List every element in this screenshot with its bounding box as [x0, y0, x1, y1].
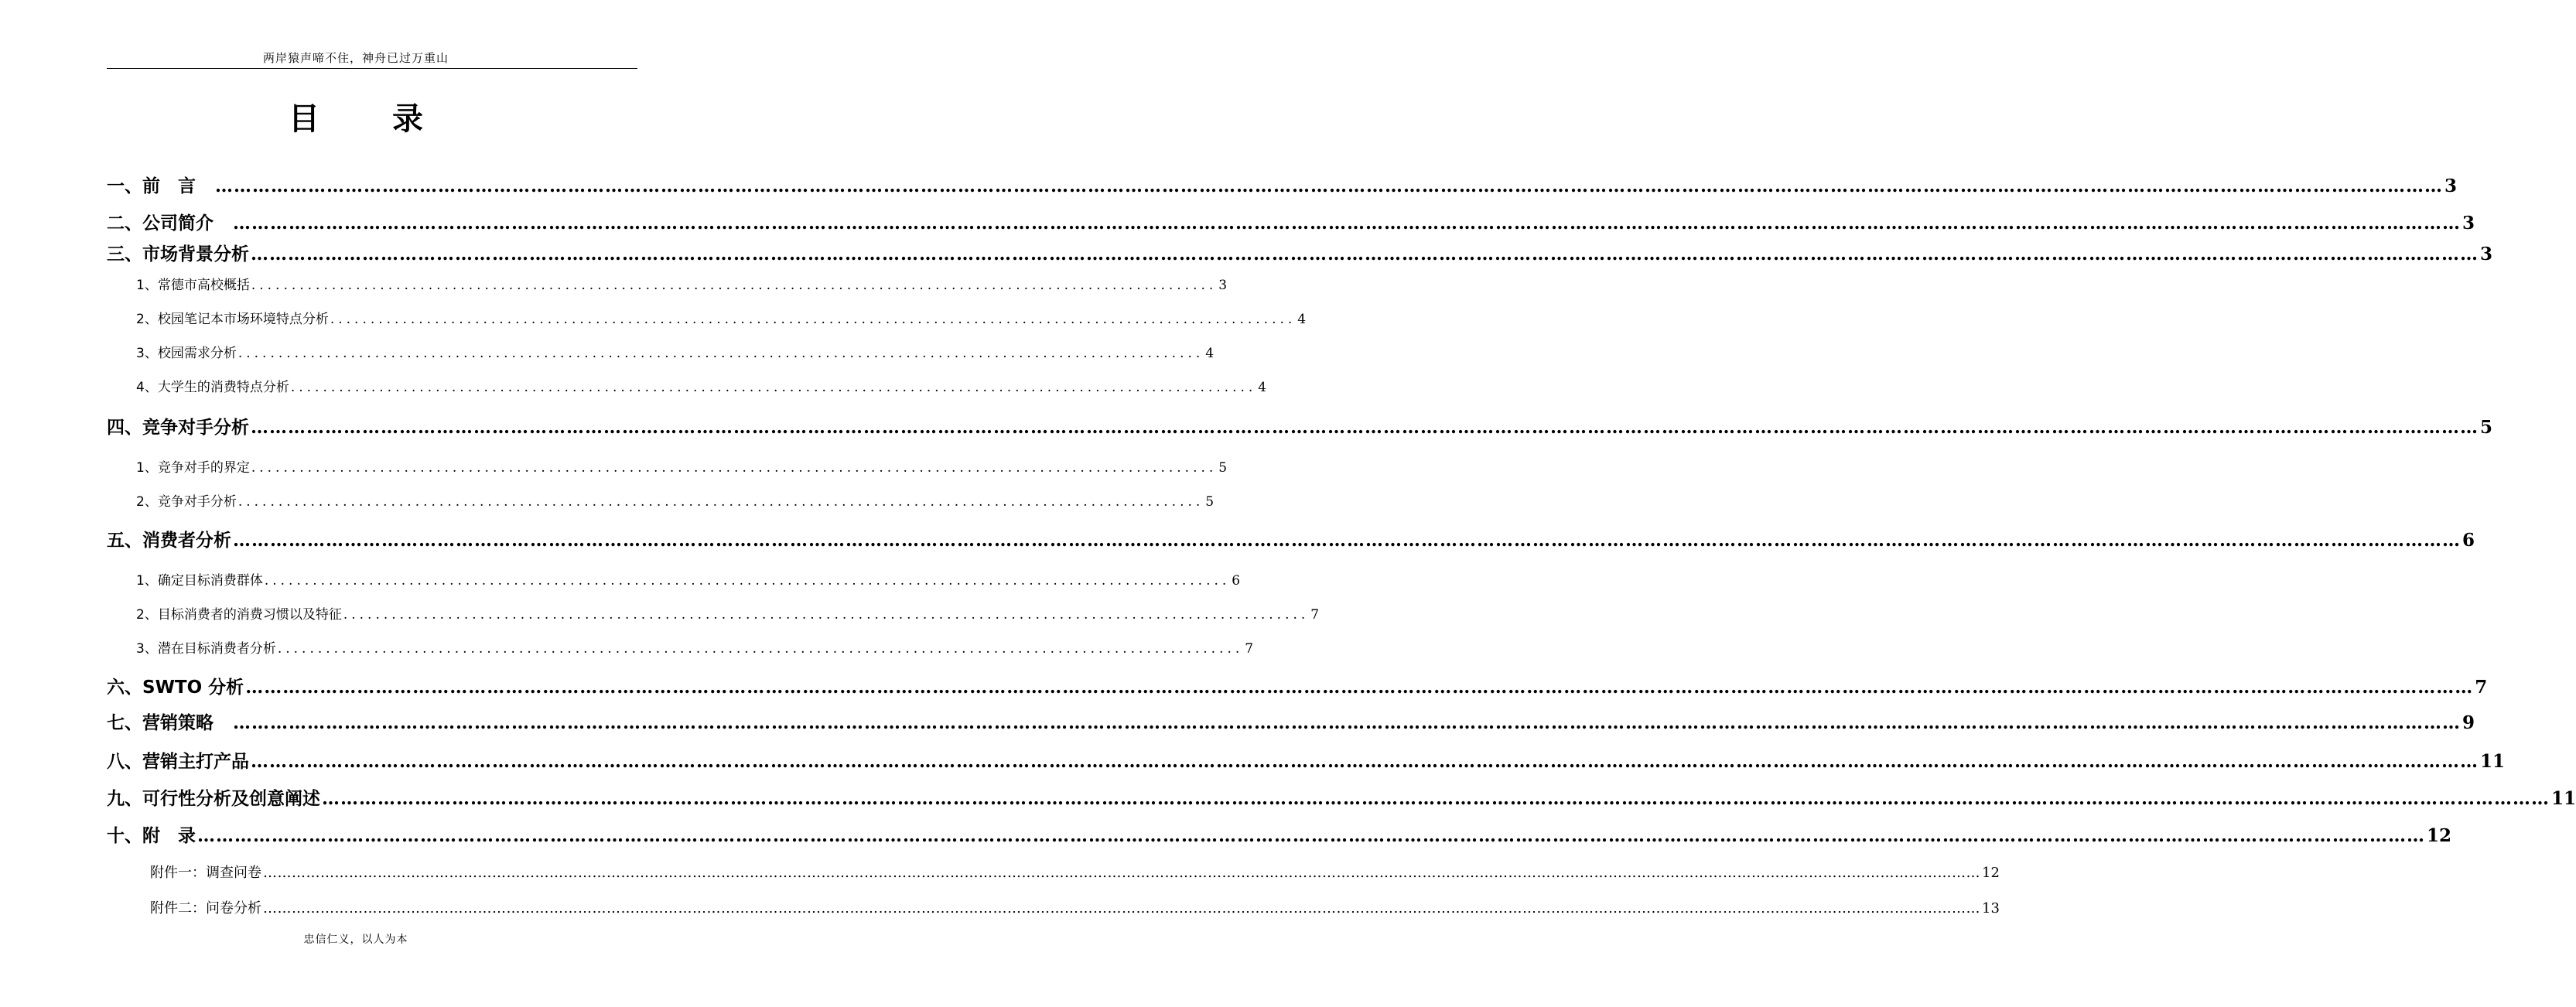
toc-entry[interactable]: [136, 456, 1228, 476]
toc-dot-leader: ........................................................................................................................: [330, 312, 1297, 327]
toc-entry[interactable]: [107, 209, 2475, 234]
toc-entry[interactable]: [107, 526, 2475, 551]
toc-entry-label: 十、附 录: [107, 826, 196, 846]
toc-dot-leader: ........................................................................................................................: [237, 346, 1204, 361]
toc-entry-page-number: 3: [2480, 244, 2493, 265]
toc-dot-leader: ………………………………………………………………………………………………………………………………………………………………………………………………………………………………………………………………………………………………………………………………: [245, 677, 2474, 698]
toc-entry-page-number: 11: [2480, 751, 2506, 772]
toc-dot-leader: ........................................................................................................................: [343, 607, 1310, 623]
toc-entry[interactable]: [136, 603, 1320, 623]
toc-dot-leader: ………………………………………………………………………………………………………………………………………………………………………………………………………………………………………………………………………………………………………………………………: [263, 865, 1980, 881]
toc-entry-page-number: 4: [1297, 312, 1307, 327]
toc-dot-leader: ………………………………………………………………………………………………………………………………………………………………………………………………………………………………………………………………………………………………………………………………: [233, 712, 2461, 733]
toc-dot-leader: ........................................................................................................................: [290, 380, 1257, 395]
toc-entry-label: 2、竞争对手分析: [136, 494, 237, 510]
toc-entry[interactable]: [107, 821, 2452, 847]
toc-entry-page-number: 7: [2475, 677, 2488, 698]
toc-dot-leader: ........................................................................................................................: [251, 460, 1218, 476]
toc-dot-leader: ………………………………………………………………………………………………………………………………………………………………………………………………………………………………………………………………………………………………………………………………: [251, 244, 2479, 265]
toc-entry-label: 四、竞争对手分析: [107, 418, 249, 438]
toc-entry-label: 2、校园笔记本市场环境特点分析: [136, 312, 329, 327]
toc-dot-leader: ........................................................................................................................: [251, 278, 1218, 293]
toc-entry-label: 4、大学生的消费特点分析: [136, 380, 289, 395]
toc-entry-label: 3、潜在目标消费者分析: [136, 641, 276, 657]
toc-entry-page-number: 7: [1310, 607, 1320, 623]
toc-entry-page-number: 3: [2462, 213, 2475, 234]
toc-entry[interactable]: [107, 708, 2475, 734]
toc-entry-page-number: 6: [1232, 573, 1241, 589]
toc-entry-page-number: 13: [1982, 900, 2000, 917]
toc-entry-label: 一、前 言: [107, 176, 214, 196]
toc-entry-label: 八、营销主打产品: [107, 752, 249, 772]
toc-entry-label: 1、竞争对手的界定: [136, 460, 250, 476]
page-footer: 忠信仁义，以人为本: [303, 934, 408, 946]
toc-entry[interactable]: [136, 376, 1267, 395]
toc-dot-leader: ........................................................................................................................: [264, 573, 1231, 589]
toc-entry-page-number: 12: [2427, 825, 2452, 846]
toc-dot-leader: ………………………………………………………………………………………………………………………………………………………………………………………………………………………………………………………………………………………………………………………………: [233, 213, 2461, 234]
toc-entry[interactable]: [136, 569, 1241, 589]
toc-entry-label: 2、目标消费者的消费习惯以及特征: [136, 607, 342, 623]
toc-entry[interactable]: [136, 274, 1228, 293]
toc-entry-label: 3、校园需求分析: [136, 346, 237, 361]
toc-entry-label: 1、确定目标消费群体: [136, 573, 263, 589]
toc-dot-leader: ........................................................................................................................: [277, 641, 1244, 657]
toc-dot-leader: ........................................................................................................................: [237, 494, 1204, 510]
toc-entry[interactable]: [107, 747, 2506, 773]
toc-entry-page-number: 5: [1218, 460, 1228, 476]
toc-entry[interactable]: [150, 862, 2000, 882]
page-title: 目 录: [289, 101, 454, 137]
toc-entry[interactable]: [107, 673, 2488, 698]
toc-entry-label: 五、消费者分析: [107, 531, 231, 551]
toc-entry[interactable]: [136, 308, 1307, 327]
toc-entry-label: 附件一：调查问卷: [150, 865, 261, 881]
toc-entry[interactable]: [136, 637, 1254, 657]
toc-dot-leader: ………………………………………………………………………………………………………………………………………………………………………………………………………………………………………………………………………………………………………………………………: [263, 900, 1980, 917]
toc-dot-leader: ………………………………………………………………………………………………………………………………………………………………………………………………………………………………………………………………………………………………………………………………: [322, 788, 2550, 809]
toc-entry-page-number: 5: [2480, 417, 2493, 438]
toc-dot-leader: ………………………………………………………………………………………………………………………………………………………………………………………………………………………………………………………………………………………………………………………………: [215, 176, 2443, 196]
toc-entry-page-number: 5: [1205, 494, 1215, 510]
toc-entry[interactable]: [136, 342, 1215, 361]
toc-entry[interactable]: [136, 490, 1215, 510]
toc-entry[interactable]: [107, 784, 2576, 810]
toc-entry-page-number: 4: [1205, 346, 1215, 361]
toc-entry[interactable]: [107, 413, 2493, 439]
toc-entry[interactable]: [150, 897, 2000, 917]
toc-dot-leader: ………………………………………………………………………………………………………………………………………………………………………………………………………………………………………………………………………………………………………………………………: [233, 530, 2461, 551]
toc-entry-label: 六、SWTO 分析: [107, 678, 244, 698]
toc-entry-page-number: 9: [2462, 712, 2475, 733]
toc-entry-page-number: 4: [1258, 380, 1267, 395]
toc-entry[interactable]: [107, 240, 2493, 265]
toc-entry-page-number: 7: [1245, 641, 1254, 657]
toc-entry-page-number: 3: [2444, 176, 2458, 196]
toc-dot-leader: ………………………………………………………………………………………………………………………………………………………………………………………………………………………………………………………………………………………………………………………………: [251, 417, 2479, 438]
toc-entry-page-number: 11: [2551, 788, 2576, 809]
page-header: 两岸猿声啼不住，神舟已过万重山: [262, 51, 449, 65]
toc-dot-leader: ………………………………………………………………………………………………………………………………………………………………………………………………………………………………………………………………………………………………………………………………: [251, 751, 2479, 772]
toc-entry-page-number: 3: [1218, 278, 1228, 293]
toc-entry-label: 1、常德市高校概括: [136, 278, 250, 293]
toc-entry-label: 三、市场背景分析: [107, 244, 249, 265]
toc-entry[interactable]: [107, 172, 2458, 197]
toc-entry-label: 九、可行性分析及创意阐述: [107, 789, 320, 809]
toc-entry-label: 附件二：问卷分析: [150, 900, 261, 917]
toc-entry-page-number: 6: [2462, 530, 2475, 551]
toc-entry-label: 二、公司简介: [107, 213, 231, 234]
toc-entry-page-number: 12: [1982, 865, 2000, 881]
toc-dot-leader: ………………………………………………………………………………………………………………………………………………………………………………………………………………………………………………………………………………………………………………………………: [197, 825, 2425, 846]
toc-entry-label: 七、营销策略: [107, 713, 231, 733]
